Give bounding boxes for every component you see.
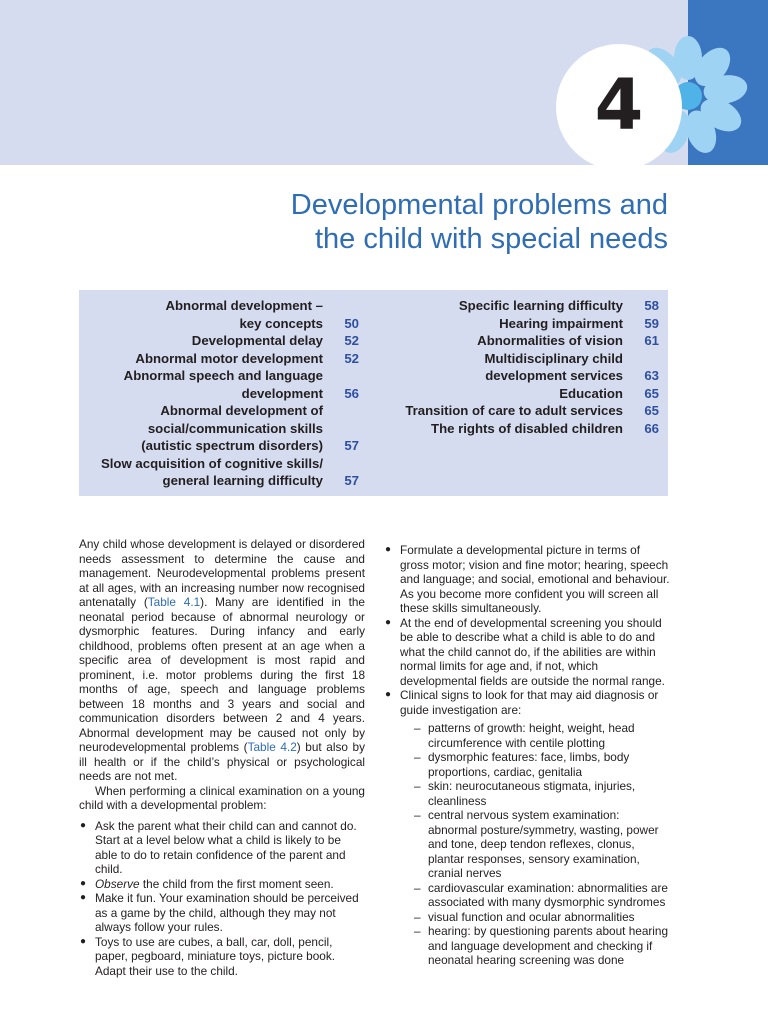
dash-icon: – — [414, 909, 421, 924]
toc-item-label: Education — [559, 385, 623, 401]
toc-item-page: 50 — [344, 315, 359, 331]
toc-item-page: 65 — [644, 385, 659, 401]
toc-left-column — [89, 297, 359, 490]
list-item-text: Clinical signs to look for that may aid diagnosis or guide investigation are: — [400, 688, 659, 717]
list-item-text: central nervous system examination: abnormal posture/symmetry, wasting, power and tone, deep tendon reflexes, clonus, plantar responses, sensory examination, cranial nerves — [428, 808, 659, 880]
list-item-text: Ask the parent what their child can and cannot do. Start at a level below what a child is likely to be able to do to retain confidence of the parent and child. — [95, 818, 357, 876]
toc-item-page: 52 — [344, 333, 359, 348]
list-item-text: cardiovascular examination: abnormalities are associated with many dysmorphic syndromes — [428, 880, 668, 909]
list-item-text: At the end of developmental screening you should be able to describe what a child is able to do and what the child cannot do, if the abilities are within normal limits for age and, if not, which developmental fields are outside the normal range. — [400, 615, 665, 688]
bullet-icon: ● — [80, 935, 87, 947]
toc-item-label: Transition of care to adult services — [405, 403, 623, 418]
bullet-icon: ● — [80, 819, 87, 831]
toc-item-label: The rights of disabled children — [431, 420, 623, 436]
list-item — [79, 877, 365, 892]
toc-item-page: 61 — [644, 333, 659, 348]
paragraph-text: ). Many are identified in the neonatal period because of abnormal neurology or dysmorphic features. During infancy and early childhood, problems often present at an age when a specific area of development is most rapid and prominent, i.e. motor problems during the first 18 months of age, speech and language problems between 18 months and 3 years and social and communication disorders between 2 and 4 years. Abnormal development may be caused not only by neurodevelopmental problems ( — [79, 595, 365, 754]
bullet-icon: ● — [385, 689, 392, 700]
list-item-text: Toys to use are cubes, a ball, car, doll, pencil, paper, pegboard, miniature toys, picture book. Adapt their use to the child. — [95, 934, 336, 978]
dash-icon: – — [414, 808, 421, 822]
examination-tips-list — [79, 819, 365, 979]
toc-item[interactable] — [89, 455, 359, 490]
clinical-signs-list — [400, 721, 670, 968]
toc-item[interactable] — [389, 297, 659, 315]
toc-item[interactable] — [389, 350, 659, 385]
chapter-title-line-1: Developmental problems and — [290, 189, 668, 221]
list-item — [414, 750, 670, 779]
toc-item[interactable] — [89, 350, 359, 368]
toc-item-label: Abnormal motor development — [135, 350, 323, 366]
toc-item-page: 56 — [344, 385, 359, 401]
list-item-text: skin: neurocutaneous stigmata, injuries, cleanliness — [428, 779, 636, 808]
intro-paragraph — [79, 537, 365, 784]
toc-item-label: Specific learning difficulty — [458, 298, 623, 313]
dash-icon: – — [414, 750, 421, 764]
toc-item-page: 63 — [644, 368, 659, 383]
list-item — [414, 779, 670, 808]
chapter-title — [148, 188, 668, 256]
list-item-text: patterns of growth: height, weight, head circumference with centile plotting — [428, 721, 635, 750]
list-item-text: the child from the first moment seen. — [139, 876, 334, 891]
toc-item-page: 57 — [344, 473, 359, 488]
list-item — [414, 924, 670, 968]
toc-item[interactable] — [89, 332, 359, 350]
list-item — [79, 891, 365, 935]
bullet-icon: ● — [385, 544, 392, 555]
list-item — [414, 808, 670, 881]
examination-intro-paragraph: When performing a clinical examination on a young child with a developmental problem: — [79, 783, 365, 812]
chapter-title-line-2: the child with special needs — [314, 223, 668, 255]
toc-item[interactable] — [389, 315, 659, 333]
bullet-icon: ● — [80, 877, 87, 889]
list-item — [414, 881, 670, 910]
list-item-text: visual function and ocular abnormalities — [428, 909, 635, 924]
dash-icon: – — [414, 779, 421, 793]
paragraph-text: ) but also by ill health or if the child’s physical or psychological needs are not met. — [79, 740, 365, 783]
toc-item[interactable] — [389, 420, 659, 438]
list-item-emphasis: Observe — [95, 876, 140, 891]
toc-item-label: Hearing impairment — [499, 315, 623, 331]
dash-icon: – — [414, 924, 421, 938]
toc-item-label: Slow acquisition of cognitive skills/ general learning difficulty — [100, 455, 323, 488]
toc-item-label: Abnormal speech and language development — [123, 368, 323, 401]
chapter-number-badge — [556, 44, 682, 170]
toc-item[interactable] — [89, 297, 359, 332]
body-left-column — [79, 537, 365, 978]
screening-list — [384, 543, 670, 968]
body-right-column — [384, 537, 670, 968]
table-of-contents — [79, 290, 668, 496]
list-item-text: Formulate a developmental picture in terms of gross motor; vision and fine motor; hearing, speech and language; and social, emotional and behaviour. As you become more confident you will screen all these skills simultaneously. — [400, 543, 670, 615]
bullet-icon: ● — [385, 616, 392, 628]
toc-item-page: 66 — [644, 420, 659, 436]
list-item — [384, 543, 670, 616]
list-item-text: dysmorphic features: face, limbs, body proportions, cardiac, genitalia — [428, 750, 630, 779]
paragraph-text: Any child whose development is delayed or disordered needs assessment to determine the cause and management. Neurodevelopmental problems present at all ages, with an increasing number now recognised antenatally ( — [79, 537, 365, 609]
toc-item-page: 65 — [644, 403, 659, 418]
list-item — [79, 819, 365, 877]
table-4-1-link[interactable]: Table 4.1 — [147, 595, 201, 609]
dash-icon: – — [414, 880, 421, 895]
chapter-number: 4 — [594, 64, 644, 146]
list-item-text: hearing: by questioning parents about hearing and language development and checking if neonatal hearing screening was done — [428, 924, 669, 967]
bullet-icon: ● — [80, 892, 87, 903]
table-4-2-link[interactable]: Table 4.2 — [247, 740, 297, 754]
list-item — [414, 910, 670, 925]
toc-item-label: Abnormal development – key concepts — [165, 298, 323, 331]
toc-item[interactable] — [89, 367, 359, 402]
toc-item[interactable] — [89, 402, 359, 455]
toc-item-label: Abnormal development of social/communication skills (autistic spectrum disorders) — [141, 403, 323, 453]
toc-item-label: Developmental delay — [191, 333, 323, 348]
list-item — [384, 616, 670, 689]
toc-item-label: Multidisciplinary child development services — [484, 350, 623, 383]
list-item — [79, 935, 365, 979]
dash-icon: – — [414, 721, 421, 735]
toc-item-page: 58 — [644, 298, 659, 313]
list-item — [384, 688, 670, 968]
toc-item[interactable] — [389, 385, 659, 403]
toc-item-page: 57 — [344, 438, 359, 453]
toc-item[interactable] — [389, 402, 659, 420]
toc-item-label: Abnormalities of vision — [477, 333, 623, 348]
list-item — [414, 721, 670, 750]
toc-right-column — [389, 297, 659, 437]
list-item-text: Make it fun. Your examination should be perceived as a game by the child, although they may not always follow your rules. — [95, 891, 359, 934]
toc-item[interactable] — [389, 332, 659, 350]
toc-item-page: 52 — [344, 350, 359, 366]
toc-item-page: 59 — [644, 315, 659, 331]
